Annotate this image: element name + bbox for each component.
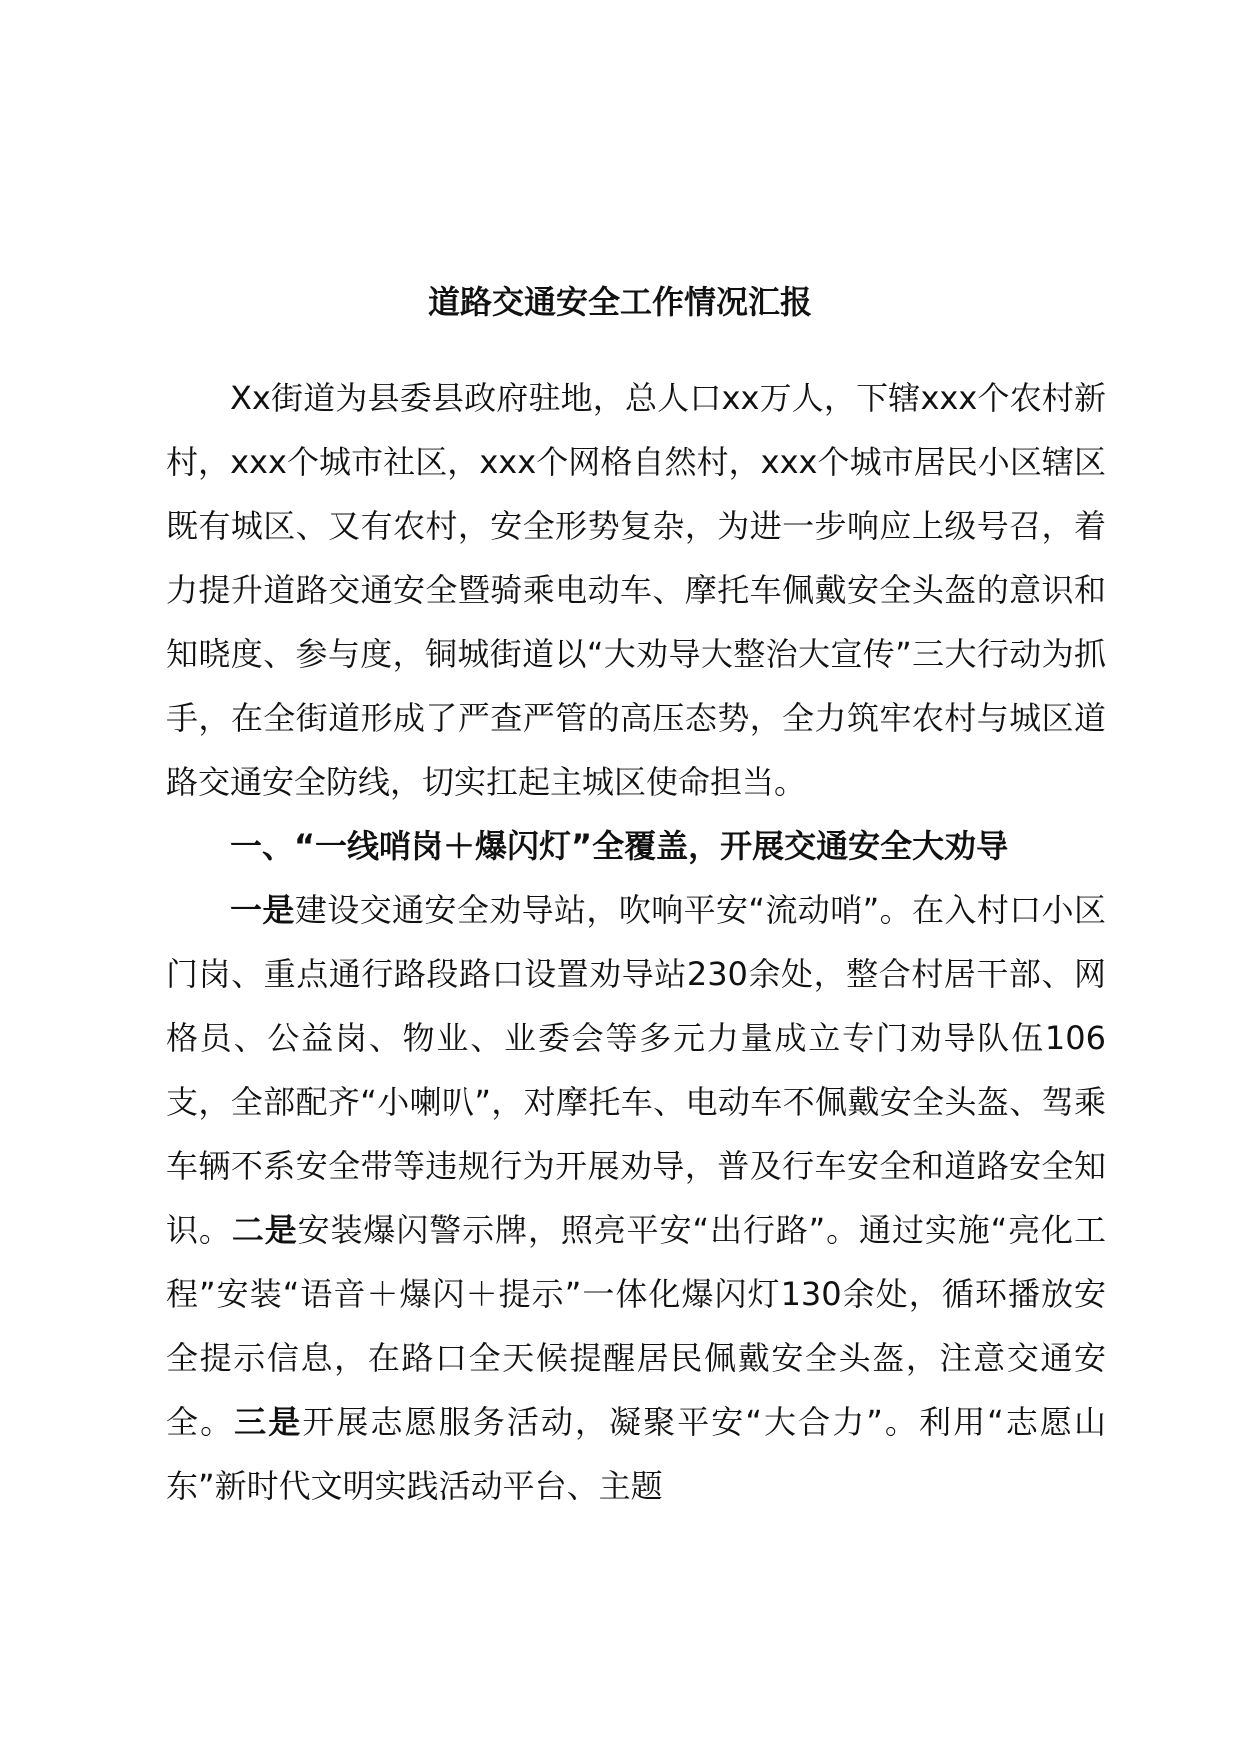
point-3-lead: 三是 (234, 1403, 303, 1441)
point-1-lead: 一是 (230, 891, 295, 929)
intro-paragraph: Xx街道为县委县政府驻地，总人口xx万人，下辖xxx个农村新村，xxx个城市社区，xxx个网格自然村，xxx个城市居民小区辖区既有城区、又有农村，安全形势复杂，为进一步响应上级号召，着力提升道路交通安全暨骑乘电动车、摩托车佩戴安全头盔的意识和知晓度、参与度，铜城街道以“大劝导大整治大宣传”三大行动为抓手，在全街道形成了严查严管的高压态势，全力筑牢农村与城区道路交通安全防线，切实扛起主城区使命担当。 (166, 379, 1106, 801)
point-1-text: 建设交通安全劝导站，吹响平安“流动哨”。在入村口小区门岗、重点通行路段路口设置劝导站230余处，整合村居干部、网格员、公益岗、物业、业委会等多元力量成立专门劝导队伍106支，全部配齐“小喇叭”，对摩托车、电动车不佩戴安全头盔、驾乘车辆不系安全带等违规行为开展劝导，普及行车安全和道路安全知识。 (166, 891, 1106, 1249)
section1-paragraph (166, 878, 1106, 1518)
point-2-lead: 二是 (231, 1211, 298, 1249)
point-3-text: 开展志愿服务活动，凝聚平安“大合力”。利用“志愿山东”新时代文明实践活动平台、主题 (166, 1403, 1106, 1505)
section-heading-1: 一、“一线哨岗＋爆闪灯”全覆盖，开展交通安全大劝导 (230, 827, 1009, 865)
point-2-text: 安装爆闪警示牌，照亮平安“出行路”。通过实施“亮化工程”安装“语音＋爆闪＋提示”一体化爆闪灯130余处，循环播放安全提示信息，在路口全天候提醒居民佩戴安全头盔，注意交通安全。 (166, 1211, 1106, 1441)
document-title: 道路交通安全工作情况汇报 (427, 283, 812, 321)
document-body (166, 366, 1106, 1518)
